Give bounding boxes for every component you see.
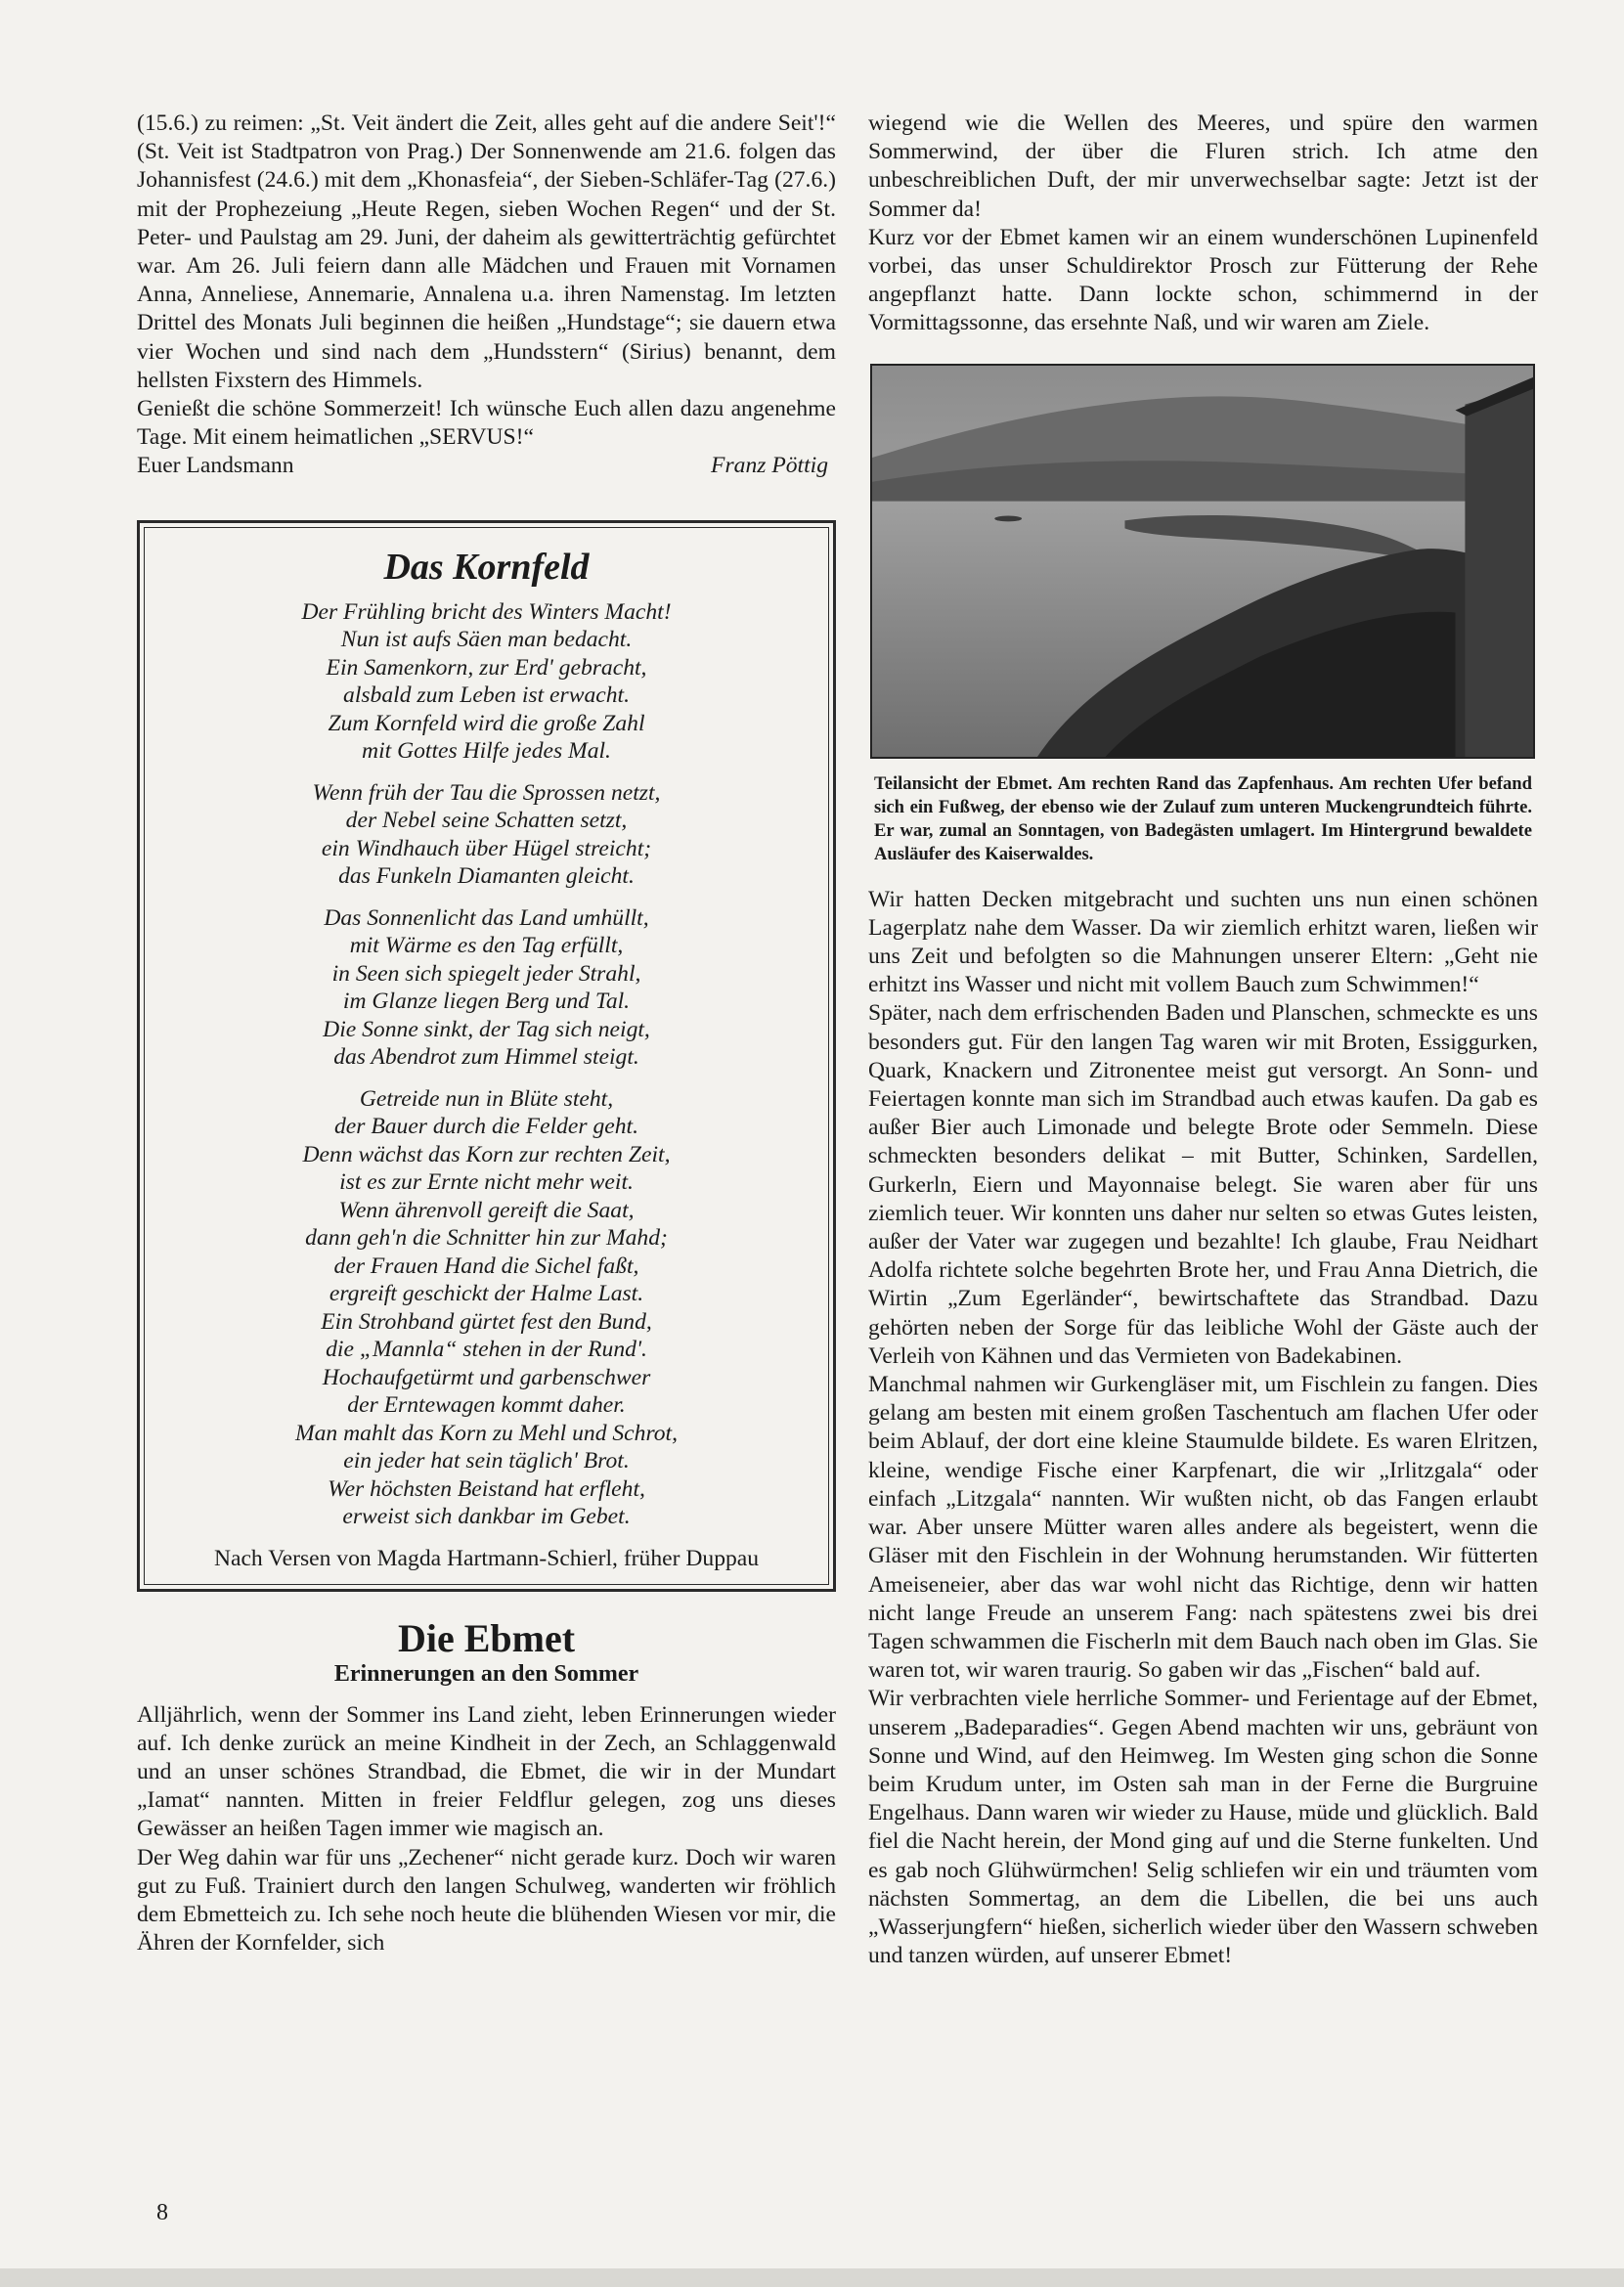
intro-text xyxy=(137,110,836,481)
signature-label: Euer Landsmann xyxy=(137,453,294,479)
poem-verse: ist es zur Ernte nicht mehr weit. xyxy=(339,1169,634,1196)
poem-verse: ein jeder hat sein täglich' Brot. xyxy=(343,1448,630,1474)
poem-verse: der Frauen Hand die Sichel faßt, xyxy=(333,1253,639,1279)
poem-verse: Zum Kornfeld wird die große Zahl xyxy=(328,710,645,736)
scan-edge xyxy=(0,2268,1624,2287)
article-paragraph: Der Weg dahin war für uns „Zechener“ nicht gerade kurz. Doch wir waren gut zu Fuß. Trainiert durch den langen Schulweg, wanderten wir fröhlich dem Ebmetteich zu. Ich sehe noch heute die blühenden Wiesen vor mir, die Ähren der Kornfelder, sich xyxy=(137,1844,836,1957)
poem-stanza xyxy=(156,779,816,891)
poem-verse: Die Sonne sinkt, der Tag sich neigt, xyxy=(323,1016,650,1042)
poem-credit: Nach Versen von Magda Hartmann-Schierl, früher Duppau xyxy=(213,1545,760,1571)
poem-verse: alsbald zum Leben ist erwacht. xyxy=(343,682,630,709)
poem-stanzas xyxy=(156,598,816,1531)
article-paragraph: Wir verbrachten viele herrliche Sommer- und Ferientage auf der Ebmet, unserem „Badeparadies“. Gegen Abend machten wir uns, gebräunt von Sonne und Wind, auf den Heimweg. Im Westen ging schon die Sonne beim Krudum unter, im Osten sah man in der Ferne die Burgruine Engelhaus. Dann waren wir wieder zu Hause, müde und glücklich. Bald fiel die Nacht herein, der Mond ging auf und die Sterne funkelten. Und es gab noch Glühwürmchen! Selig schliefen wir ein und träumten vom nächsten Sommertag, an dem die Libellen, die bei uns auch „Wasserjungfern“ hießen, sicherlich wieder über den Wassern schweben und tanzen würden, auf unserer Ebmet! xyxy=(868,1686,1538,1969)
signature xyxy=(137,452,836,480)
poem-frame xyxy=(144,527,829,1585)
poem-verse: Denn wächst das Korn zur rechten Zeit, xyxy=(302,1141,671,1167)
poem-verse: das Funkeln Diamanten gleicht. xyxy=(338,863,635,890)
poem-box xyxy=(137,520,836,1592)
poem-verse: dann geh'n die Schnitter hin zur Mahd; xyxy=(305,1225,668,1252)
right-column xyxy=(868,110,1538,1970)
intro-paragraph: (15.6.) zu reimen: „St. Veit ändert die Zeit, alles geht auf die andere Seit'!“ (St. Veit ist Stadtpatron von Prag.) Der Sonnenwende am 21.6. folgen das Johannisfest (24.6.) mit dem „Khonasfeia“, der Sieben-Schläfer-Tag (27.6.) mit der Prophezeiung „Heute Regen, sieben Wochen Regen“ und der St. Peter- und Paulstag am 29. Juni, der daheim als gewitterträchtig gefürchtet war. Am 26. Juli feiern dann alle Mädchen und Frauen mit Vornamen Anna, Anneliese, Annemarie, Annalena u.a. ihren Namenstag. Im letzten Drittel des Monats Juli beginnen die heißen „Hundstage“; sie dauern etwa vier Wochen und sind nach dem „Hundsstern“ (Sirius) benannt, dem hellsten Fixstern des Himmels. xyxy=(137,110,836,393)
poem-verse: Wenn früh der Tau die Sprossen netzt, xyxy=(312,779,661,806)
poem-verse: Wer höchsten Beistand hat erfleht, xyxy=(328,1475,645,1502)
poem-verse: erweist sich dankbar im Gebet. xyxy=(342,1504,631,1530)
poem-verse: ein Windhauch über Hügel streicht; xyxy=(321,835,652,861)
poem-verse: mit Wärme es den Tag erfüllt, xyxy=(349,933,624,959)
page-number: 8 xyxy=(156,2200,168,2225)
poem-verse: Ein Samenkorn, zur Erd' gebracht, xyxy=(326,654,647,681)
article-paragraph: Manchmal nahmen wir Gurkengläser mit, um Fischlein zu fangen. Dies gelang am besten mit einem großen Taschentuch am flachen Ufer oder beim Ablauf, der dort eine kleine Staumulde bildete. Es waren Elritzen, kleine, wendige Fische einer Karpfenart, die wir „Irlitzgala“ oder einfach „Litzgala“ nannten. Wir wußten nicht, ob das Fangen erlaubt war. Aber unsere Mütter waren alles andere als begeistert, wenn die Gläser mit den Fischlein in der Wohnung herumstanden. Wir fütterten Ameiseneier, aber das war wohl nicht das Richtige, denn wir hatten nicht lange Freude an unserem Fang: nach spätestens zwei bis drei Tagen schwammen die Fischerln mit dem Bauch nach oben im Glas. Sie waren tot, wir waren traurig. So gaben wir das „Fischen“ bald auf. xyxy=(868,1372,1538,1684)
poem-verse: mit Gottes Hilfe jedes Mal. xyxy=(362,738,611,765)
poem-verse: der Bauer durch die Felder geht. xyxy=(333,1114,638,1140)
article-subtitle: Erinnerungen an den Sommer xyxy=(333,1660,639,1687)
poem-verse: der Erntewagen kommt daher. xyxy=(347,1392,626,1419)
poem-verse: Hochaufgetürmt und garbenschwer xyxy=(322,1364,651,1390)
poem-verse: Ein Strohband gürtet fest den Bund, xyxy=(321,1308,652,1335)
article-paragraph: Wir hatten Decken mitgebracht und suchten uns nun einen schönen Lagerplatz nahe dem Wasser. Da wir ziemlich erhitzt waren, ließen wir uns Zeit und befolgten so die Mahnungen unserer Eltern: „Geht nie erhitzt ins Wasser und nicht mit vollem Bauch zum Schwimmen!“ xyxy=(868,886,1538,998)
article-title: Die Ebmet xyxy=(397,1615,576,1660)
poem-verse: Wenn ährenvoll gereift die Saat, xyxy=(338,1197,635,1223)
poem-verse: im Glanze liegen Berg und Tal. xyxy=(342,989,631,1015)
article-paragraph: Kurz vor der Ebmet kamen wir an einem wunderschönen Lupinenfeld vorbei, das unser Schuldirektor Prosch zur Fütterung der Rehe angepflanzt hatte. Dann lockte schon, schimmernd in der Vormittagssonne, das ersehnte Naß, und wir waren am Ziele. xyxy=(868,224,1538,336)
photo-zapfenhaus xyxy=(1465,384,1533,756)
poem-verse: Das Sonnenlicht das Land umhüllt, xyxy=(324,904,649,931)
article-paragraph: Alljährlich, wenn der Sommer ins Land zieht, leben Erinnerungen wieder auf. Ich denke zurück an meine Kindheit in der Zech, an Schlaggenwald und an unser schönes Strandbad, die Ebmet, die wir in der Mundart „Iamat“ nannten. Mitten in freier Feldflur gelegen, zog uns dieses Gewässer an heißen Tagen immer wie magisch an. xyxy=(137,1701,836,1842)
poem-verse: der Nebel seine Schatten setzt, xyxy=(345,808,628,834)
spacer xyxy=(868,866,1538,886)
signature-author: Franz Pöttig xyxy=(711,453,828,479)
poem-stanza xyxy=(156,1085,816,1531)
poem-verse: die „Mannla“ stehen in der Rund'. xyxy=(326,1337,647,1363)
poem-verse: ergreift geschickt der Halme Last. xyxy=(329,1281,644,1307)
poem-verse: Man mahlt das Korn zu Mehl und Schrot, xyxy=(294,1420,679,1446)
poem-title: Das Kornfeld xyxy=(383,546,590,588)
article-paragraph: wiegend wie die Wellen des Meeres, und spüre den warmen Sommerwind, der über die Fluren strich. Ich atme den unbeschreiblichen Duft, der mir unverwechselbar sagte: Jetzt ist der Sommer da! xyxy=(868,110,1538,222)
left-column xyxy=(137,110,836,1957)
poem-verse: das Abendrot zum Himmel steigt. xyxy=(333,1044,639,1071)
poem-verse: in Seen sich spiegelt jeder Strahl, xyxy=(331,960,641,987)
photo-caption: Teilansicht der Ebmet. Am rechten Rand das Zapfenhaus. Am rechten Ufer befand sich ein Fußweg, der ebenso wie der Zulauf zum unteren Muckengrundteich führte. Er war, zumal an Sonntagen, von Badegästen umlagert. Im Hintergrund bewaldete Ausläufer des Kaiserwaldes. xyxy=(874,772,1532,864)
poem-stanza xyxy=(156,904,816,1072)
poem-verse: Der Frühling bricht des Winters Macht! xyxy=(301,598,672,625)
photo-boat xyxy=(994,515,1022,521)
intro-paragraph: Genießt die schöne Sommerzeit! Ich wünsche Euch allen dazu angenehme Tage. Mit einem heimatlichen „SERVUS!“ xyxy=(137,396,836,451)
poem-verse: Nun ist aufs Säen man bedacht. xyxy=(340,627,633,653)
lake-photo xyxy=(870,364,1535,759)
article-paragraph: Später, nach dem erfrischenden Baden und Planschen, schmeckte es uns besonders gut. Für den langen Tag waren wir mit Broten, Essiggurken, Quark, Knackern und Zitronentee meist gut versorgt. An Sonn- und Feiertagen konnte man sich im Strandbad auch etwas kaufen. Da gab es außer Bier auch Limonade und belegte Brote oder Semmeln. Diese schmeckten besonders delikat – mit Butter, Schinken, Sardellen, Gurkerln, Eiern und Mayonnaise belegt. Sie waren aber für uns ziemlich teuer. Wir konnten uns daher nur selten so etwas Gutes leisten, außer der Vater war zugegen und bezahlte! Ich glaube, Frau Neidhart Adolfa richtete solche begehrten Brote her, und Frau Anna Dietrich, die Wirtin „Zum Egerländer“, bewirtschaftete das Strandbad. Dazu gehörten neben der Sorge für das leibliche Wohl der Gäste auch der Verleih von Kähnen und das Vermieten von Badekabinen. xyxy=(868,1000,1538,1369)
poem-verse: Getreide nun in Blüte steht, xyxy=(359,1085,614,1112)
poem-stanza xyxy=(156,598,816,766)
